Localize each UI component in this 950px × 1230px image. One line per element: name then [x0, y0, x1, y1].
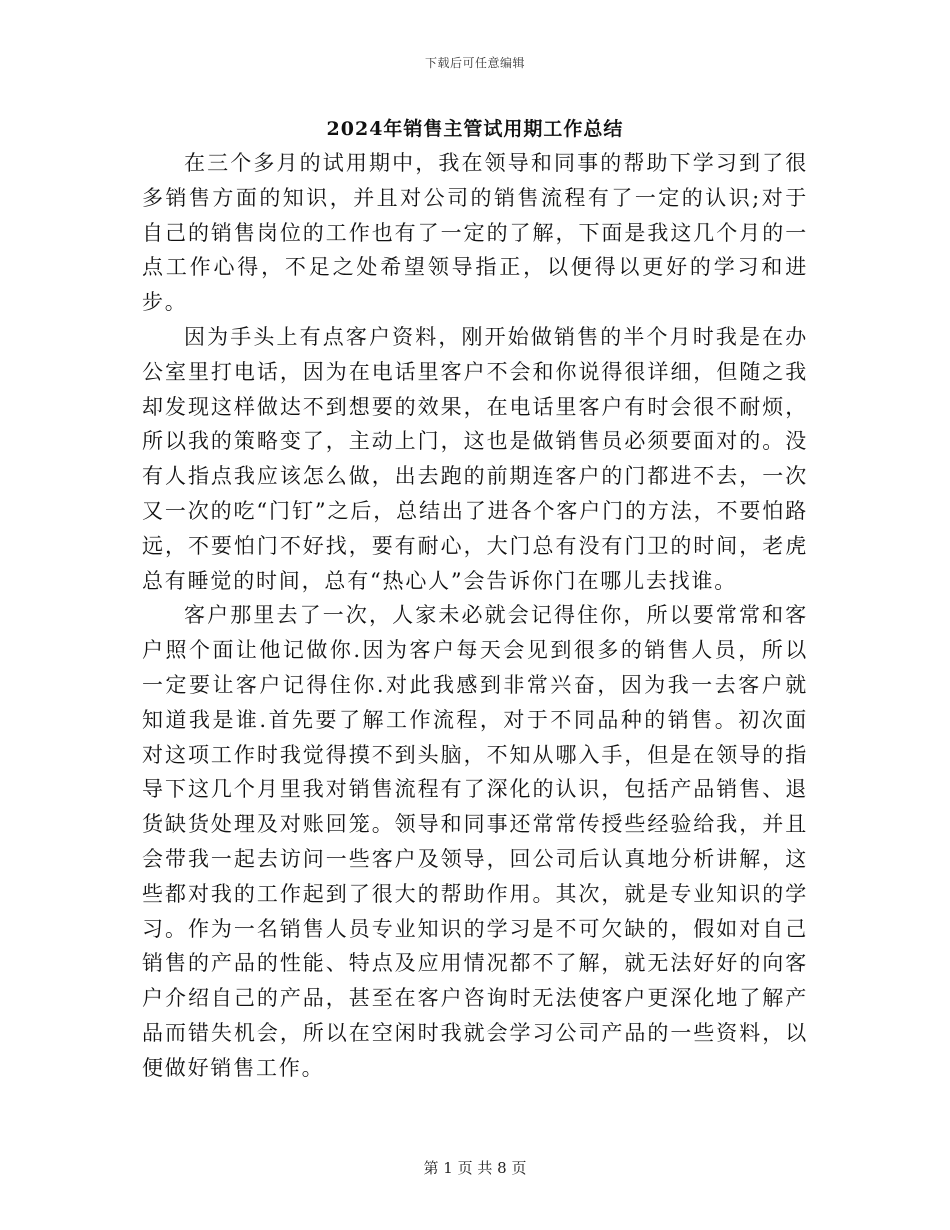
paragraph-2: 因为手头上有点客户资料，刚开始做销售的半个月时我是在办公室里打电话，因为在电话里客户不会和你说得很详细，但随之我却发现这样做达不到想要的效果，在电话里客户有时会很不耐烦，所以我的策略变了，主动上门，这也是做销售员必须要面对的。没有人指点我应该怎么做，出去跑的前期连客户的门都进不去，一次又一次的吃“门钉”之后，总结出了进各个客户门的方法，不要怕路远，不要怕门不好找，要有耐心，大门总有没有门卫的时间，老虎总有睡觉的时间，总有“热心人”会告诉你门在哪儿去找谁。 — [142, 324, 808, 593]
page-number: 第 1 页 共 8 页 — [423, 1159, 527, 1177]
document-body — [142, 146, 808, 1086]
document-title: 2024年销售主管试用期工作总结 — [326, 118, 624, 140]
header-note: 下载后可任意编辑 — [424, 56, 525, 70]
paragraph-3: 客户那里去了一次，人家未必就会记得住你，所以要常常和客户照个面让他记做你.因为客户每天会见到很多的销售人员，所以一定要让客户记得住你.对此我感到非常兴奋，因为我一去客户就知道我是谁.首先要了解工作流程，对于不同品种的销售。初次面对这项工作时我觉得摸不到头脑，不知从哪入手，但是在领导的指导下这几个月里我对销售流程有了深化的认识，包括产品销售、退货缺货处理及对账回笼。领导和同事还常常传授些经验给我，并且会带我一起去访问一些客户及领导，回公司后认真地分析讲解，这些都对我的工作起到了很大的帮助作用。其次，就是专业知识的学习。作为一名销售人员专业知识的学习是不可欠缺的，假如对自己销售的产品的性能、特点及应用情况都不了解，就无法好好的向客户介绍自己的产品，甚至在客户咨询时无法使客户更深化地了解产品而错失机会，所以在空闲时我就会学习公司产品的一些资料，以便做好销售工作。 — [142, 603, 808, 1080]
paragraph-1: 在三个多月的试用期中，我在领导和同事的帮助下学习到了很多销售方面的知识，并且对公司的销售流程有了一定的认识;对于自己的销售岗位的工作也有了一定的了解，下面是我这几个月的一点工作心得，不足之处希望领导指正，以便得以更好的学习和进步。 — [142, 151, 808, 315]
